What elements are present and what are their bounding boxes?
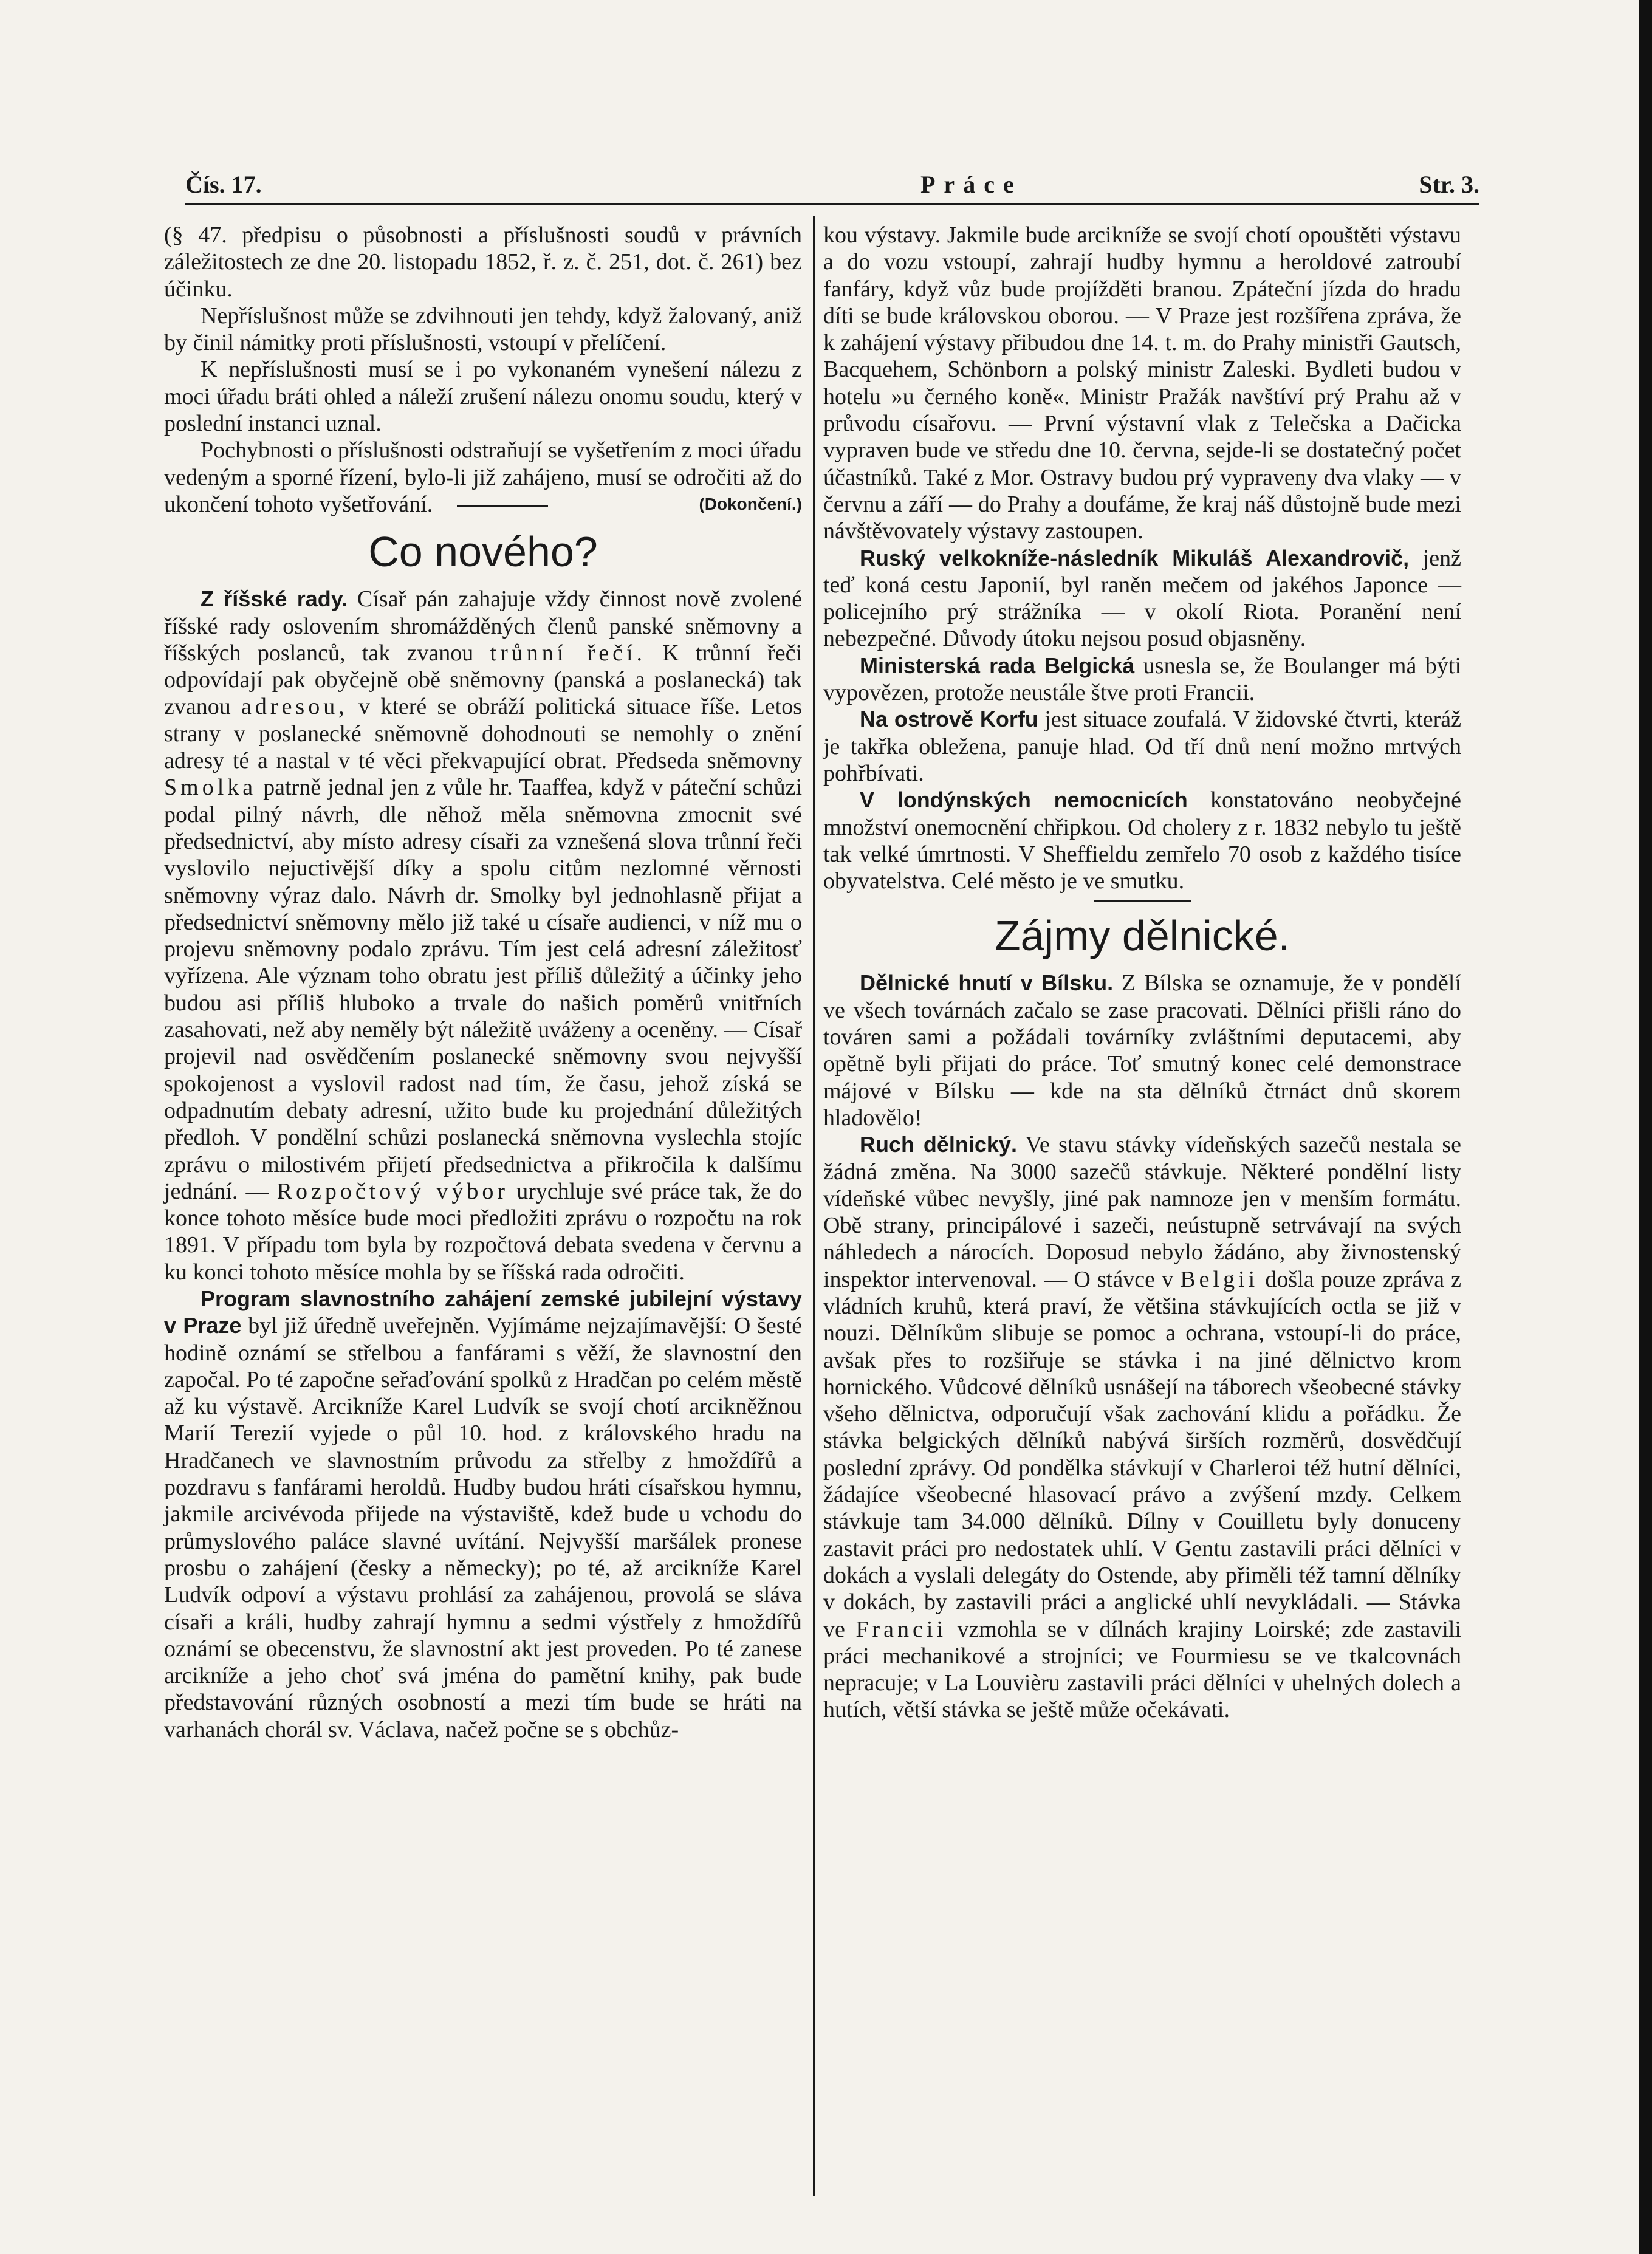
article-imperial-council: [164, 586, 802, 1286]
page-number: Str. 3.: [1419, 171, 1479, 198]
paragraph: [164, 437, 802, 518]
article-russian-heir: [823, 545, 1461, 653]
right-column: [823, 222, 1461, 1724]
to-be-continued: (Dokončení.): [699, 494, 802, 513]
emphasis: adresou,: [241, 694, 348, 720]
article-text: vzmohla se v dílnách krajiny Loirské; zde zastavili práci mechanikové a strojníci; ve Fourmiesu se ve tkalcovnách nepracuje; v La Louvièru zastavili práci dělníci v uhelných dolech a hutích, větší stávka se ještě může očekávati.: [823, 1616, 1461, 1723]
section-title-news: Co nového?: [368, 528, 598, 576]
paragraph: (§ 47. předpisu o působnosti a příslušnosti soudů v právních záležitostech ze dne 20. listopadu 1852, ř. z. č. 251, dot. č. 261) bez účinku.: [164, 222, 802, 302]
paragraph-text: Pochybnosti o příslušnosti odstraňují se vyšetřením z moci úřadu vedeným a sporné řízení, bylo-li již zahájeno, musí se odročiti až do ukončení tohoto vyšetřování.: [164, 437, 803, 517]
article-text: usnesla se, že Boulanger má býti vypovězen, protože neustále štve proti Francii.: [823, 653, 1461, 706]
newspaper-title: Práce: [920, 171, 1023, 198]
page-header: [185, 170, 1479, 198]
divider: [1094, 900, 1191, 902]
left-column: [164, 222, 802, 1743]
article-text: patrně jednal jen z vůle hr. Taaffea, když v páteční schůzi podal pilný návrh, dle něhož měla sněmovna zmocnit své předsednictví, aby místo adresy císaři za vznešená slova trůnní řeči vyslovilo nejuctivější díky a spolu citům nezlomné věrnosti sněmovny výraz dalo. Návrh dr. Smolky byl jednohlasně přijat a předsednictví sněmovny mělo již také u císaře audienci, v níž mu o projevu sněmovny podalo zprávu. Tím jest celá adresní záležitosť vyřízena. Ale význam toho obratu jest příliš důležitý a účinky jeho budou asi příliš hluboko a trvale do našich poměrů vnitřních zasahovati, než aby neměly být náležitě uváženy a oceněny. — Císař projevil nad osvědčením poslanecké sněmovny svou nejvyšší spokojenost a vyslovil radost nad tím, že času, jehož získá se odpadnutím debaty adresní, užito bude ku projednání důležitých předloh. V pondělní schůzi poslanecká sněmovna vyslechla stojíc zprávu o milostivém přijetí předsednictva a přikročila k dalšímu jednání. —: [164, 775, 803, 1204]
article-text: v které se obráží politická situace říše. Letos strany v poslanecké sněmovně dohodnouti se nemohly o znění adresy té a nastal v té věci překvapující obrat. Předseda sněmovny: [164, 694, 802, 774]
article-labour-movement: [823, 1131, 1461, 1724]
emphasis: Francii: [855, 1616, 947, 1642]
section-title-labour: Zájmy dělnické.: [994, 912, 1290, 960]
paragraph: kou výstavy. Jakmile bude arcikníže se svojí chotí opouštěti výstavu a do vozu vstoupí, zahrají hudby hymnu a heroldové zatroubí fanfáry, když vůz bude projížděti branou. Zpáteční jízda do hradu díti se bude královskou oborou. — V Praze jest rozšířena zpráva, že k zahájení výstavy přibudou dne 14. t. m. do Prahy ministři Gautsch, Bacquehem, Schönborn a polský ministr Zaleski. Bydleti budou v hotelu »u černého koně«. Ministr Pražák navštíví prý Prahu až v průvodu císařovu. — První výstavní vlak z Telečska a Dačicka vypraven bude ve středu dne 10. června, sejde-li se dostatečný počet účastníků. Také z Mor. Ostravy budou prý vypraveny dva vlaky — v červnu a září — do Prahy a doufáme, že kraj náš důstojně bude mezi návštěvovately výstavy zastoupen.: [823, 222, 1461, 544]
article-lead: Dělnické hnutí v Bílsku.: [860, 970, 1114, 996]
column-divider: [813, 216, 815, 2196]
header-rule: [185, 203, 1479, 205]
emphasis: trůnní řečí.: [490, 640, 646, 666]
article-lead: V londýnských nemocnicích: [860, 787, 1188, 813]
article-text: Císař pán zahajuje vždy činnost nově zvolené říšské rady oslovením shromážděných členů panské sněmovny a říšských poslanců, tak zvanou: [164, 586, 803, 666]
paragraph: K nepříslušnosti musí se i po vykonaném vynešení nálezu z moci úřadu bráti ohled a náleží zrušení nálezu onomu soudu, který v poslední instanci uznal.: [164, 357, 802, 437]
article-lead: Z říšské rady.: [201, 586, 348, 612]
scan-edge: [1639, 0, 1652, 2254]
article-text: K trůnní řeči odpovídají pak obyčejně obě sněmovny (panská a poslanecká) tak zvanou: [164, 640, 803, 720]
article-exhibition-program: [164, 1286, 802, 1743]
article-lead: Na ostrově Korfu: [860, 707, 1038, 732]
article-lead: Ruský velkokníže-následník Mikuláš Alexandrovič,: [860, 545, 1410, 570]
article-text: byl již úředně uveřejněn. Vyjímáme nejzajímavější: O šesté hodině oznámí se střelbou a fanfárami s věží, že slavnostní den započal. Po té započne seřaďování spolků z Hradčan po celém městě až ku výstavě. Arcikníže Karel Ludvík se svojí chotí arcikněžnou Marií Terezií vyjede o půl 10. hod. z královského hradu na Hradčanech ve slavnostním průvodu za střelby z hmoždířů a pozdravu s fanfárami heroldů. Hudby budou hráti císařskou hymnu, jakmile arcivévoda přijede na výstaviště, kdež bude u vchodu do průmyslového paláce slavné uvítání. Nejvyšší maršálek pronese prosbu o zahájení (česky a německy); po té, až arcikníže Karel Ludvík odpoví a výstavu prohlásí za zahájenou, provolá se sláva císaři a králi, hudby zahrají hymnu a sedmi výstřely z hmoždířů oznámí se obecenstvu, že slavnostní akt jest proveden. Po té zanese arcikníže a jeho choť svá jména do pamětní knihy, pak bude představování různých osobností a mezi tím bude se hráti na varhanách chorál sv. Václava, načež počne se s obchůz-: [164, 1313, 803, 1742]
article-text: došla pouze zpráva z vládních kruhů, která praví, že většina stávkujících octla se již v nouzi. Dělníkům slibuje se pomoc a ochrana, vstoupí-li do práce, avšak přes to rozšiřuje se stávka i na jiné dělnictvo krom hornického. Vůdcové dělníků usnášejí na táborech všeobecné stávky všeho dělnictva, odporučují však zachování klidu a pořádku. Že stávka belgických dělníků nabývá širších rozměrů, dosvědčují poslední zprávy. Od pondělka stávkují v Charleroi též hutní dělníci, žádajíce všeobecné hlasovací právo a zvýšení mzdy. Celkem stávkuje tam 34.000 dělníků. Dílny v Couilletu byly donuceny zastavit práci pro nedostatek uhlí. V Gentu zastavili práci dělníci v dokách a vyslali delegáty do Ostende, aby přiměli též tamní dělníky v dokách, by zastavili práci a anglické uhlí nevykládali. — Stávka ve: [823, 1266, 1462, 1642]
article-text: Z Bílska se oznamuje, že v pondělí ve všech továrnách začalo se zase pracovati. Dělníci přišli ráno do továren sami a požádali továrníky zvláštními deputacemi, aby opětně byli přijati do práce. Toť smutný konec celé demonstrace májové v Bílsku — kde na sta dělníků čtrnáct dnů skorem hladovělo!: [823, 970, 1462, 1131]
article-text: konstatováno neobyčejné množství onemocnění chřipkou. Od cholery z r. 1832 nebylo tu ještě tak velké úmrtnosti. V Sheffieldu zemřelo 70 osob z každého tisíce obyvatelstva. Celé město je ve smutku.: [823, 787, 1461, 894]
article-text: jenž teď koná cestu Japonií, byl raněn mečem od jakéhos Japonce — policejního prý strážníka — v okolí Riota. Poranění není nebezpečné. Důvody útoku nejsou posud objasněny.: [823, 545, 1461, 652]
emphasis: Smolka: [164, 775, 257, 801]
article-text: Ve stavu stávky vídeňských sazečů nestala se žádná změna. Na 3000 sazečů stávkuje. Některé pondělní listy vídeňské vůbec nevyšly, jiné pak namnoze jen v menším formátu. Obě strany, principálové i sazeči, neústupně setrvávají na svých náhledech a nárocích. Doposud nebylo žádáno, aby živnostenský inspektor intervenoval. — O stávce v: [823, 1132, 1461, 1292]
divider: [457, 505, 548, 507]
issue-number: Čís. 17.: [185, 171, 262, 198]
emphasis: Belgii: [1180, 1266, 1259, 1292]
article-corfu: [823, 706, 1461, 787]
article-lead: Program slavnostního zahájení zemské jubilejní výstavy v Praze: [164, 1286, 802, 1338]
article-lead: Ministerská rada Belgická: [860, 653, 1135, 678]
article-bielsko: [823, 970, 1461, 1131]
article-london-hospitals: [823, 787, 1461, 894]
article-belgian-council: [823, 653, 1461, 707]
article-lead: Ruch dělnický.: [860, 1132, 1017, 1157]
paragraph: Nepříslušnost může se zdvihnouti jen tehdy, když žalovaný, aniž by činil námitky proti příslušnosti, vstoupí v přelíčení.: [164, 303, 802, 356]
article-text: urychluje své práce tak, že do konce tohoto měsíce bude moci předložiti zprávu o rozpočtu na rok 1891. V případu tom byla by rozpočtová debata svedena v červnu a ku konci tohoto měsíce mohla by se říšská rada odročiti.: [164, 1178, 802, 1285]
article-text: jest situace zoufalá. V židovské čtvrti, kteráž je takřka obležena, panuje hlad. Od tří dnů není možno mrtvých pohřbívati.: [823, 707, 1462, 786]
emphasis: Rozpočtový výbor: [276, 1178, 509, 1204]
